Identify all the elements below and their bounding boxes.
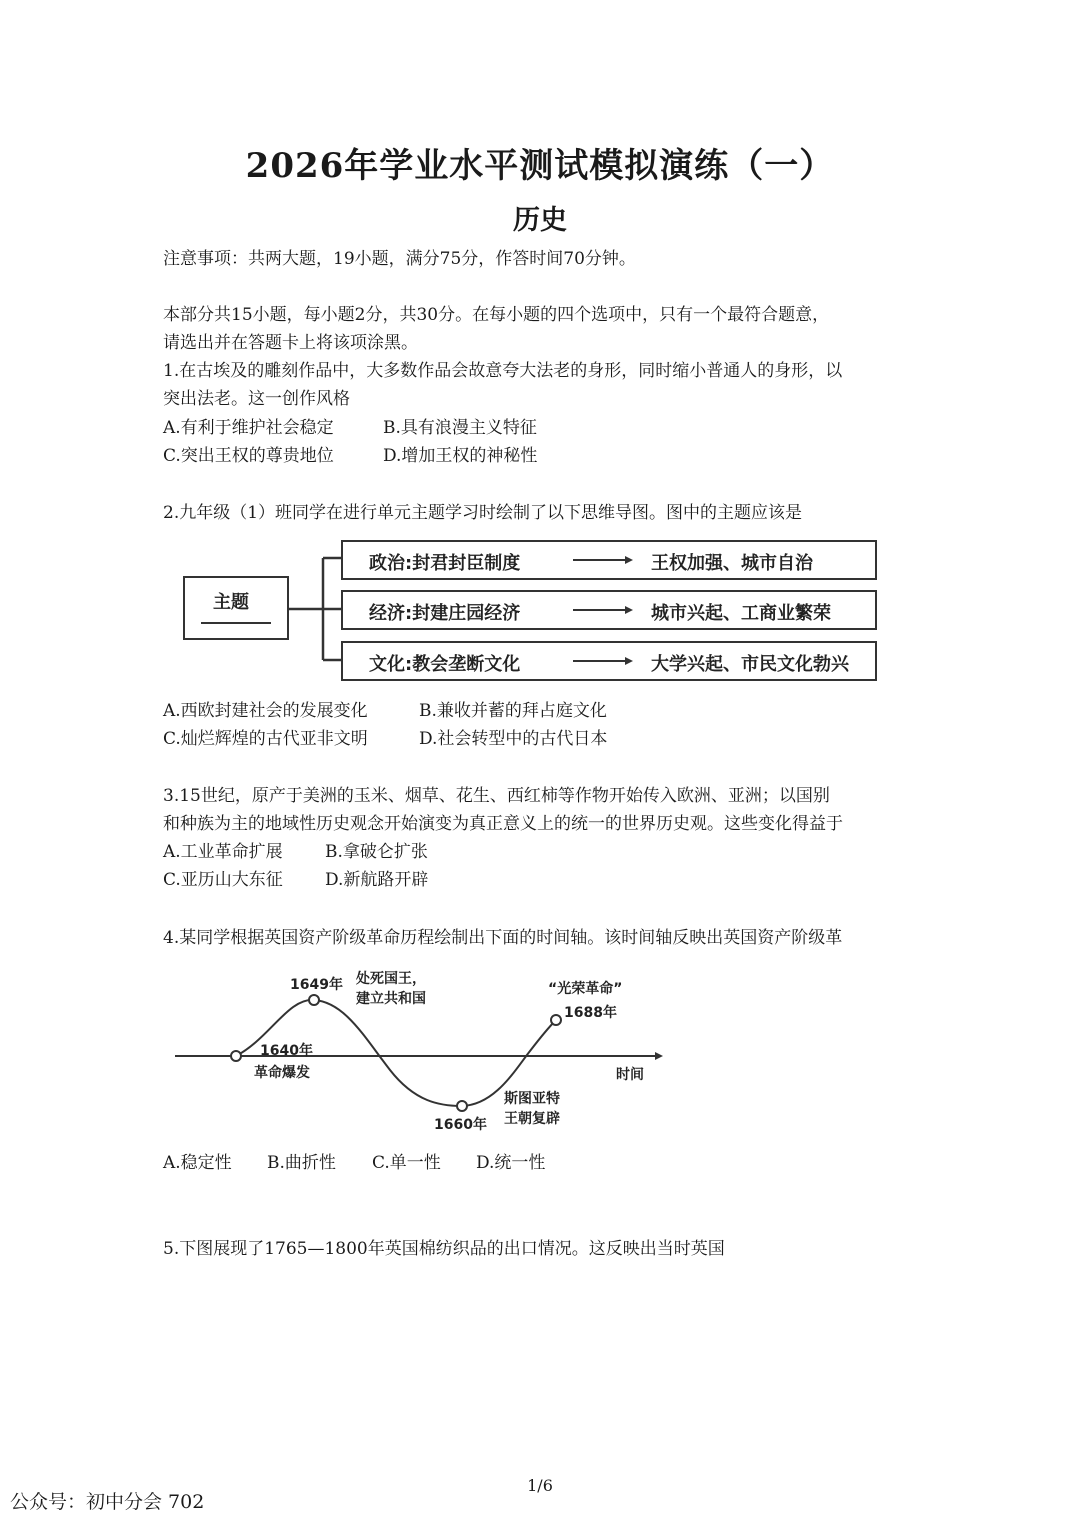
subject-title: 历史 <box>513 205 567 236</box>
q4-stem: 4.某同学根据英国资产阶级革命历程绘制出下面的时间轴。该时间轴反映出英国资产阶级革 <box>163 928 843 948</box>
label-1688-event: “光荣革命” <box>548 981 623 997</box>
label-1688-year: 1688年 <box>564 1005 617 1021</box>
page-number: 1/6 <box>527 1476 553 1495</box>
q1-stem-line2: 突出法老。这一创作风格 <box>163 389 350 409</box>
label-1649-year: 1649年 <box>290 977 343 993</box>
q3-option-c[interactable]: C.亚历山大东征 <box>163 870 283 890</box>
q4-option-d[interactable]: D.统一性 <box>476 1153 546 1173</box>
culture-row-box <box>341 641 877 681</box>
q5-stem: 5.下图展现了1765—1800年英国棉纺织品的出口情况。这反映出当时英国 <box>163 1239 725 1259</box>
q3-stem-line2: 和种族为主的地域性历史观念开始演变为真正意义上的统一的世界历史观。这些变化得益于 <box>163 814 843 834</box>
label-1660-year: 1660年 <box>434 1117 487 1133</box>
label-1640-year: 1640年 <box>260 1043 313 1059</box>
label-1660-event2: 王朝复辟 <box>504 1111 560 1127</box>
section-instructions-line2: 请选出并在答题卡上将该项涂黑。 <box>163 333 418 353</box>
point-1688 <box>551 1015 561 1025</box>
topic-label: 主题 <box>213 592 249 613</box>
q1-option-c[interactable]: C.突出王权的尊贵地位 <box>163 446 334 466</box>
culture-effect: 大学兴起、市民文化勃兴 <box>651 654 849 675</box>
q1-stem-line1: 1.在古埃及的雕刻作品中，大多数作品会故意夸大法老的身形，同时缩小普通人的身形，以 <box>163 361 843 381</box>
section-instructions-line1: 本部分共15小题，每小题2分，共30分。在每小题的四个选项中，只有一个最符合题意， <box>163 305 830 325</box>
q3-options-row2 <box>163 866 963 894</box>
q4-option-a[interactable]: A.稳定性 <box>163 1153 232 1173</box>
q4-option-b[interactable]: B.曲折性 <box>267 1153 336 1173</box>
topic-blank-line <box>201 622 271 624</box>
q3-options-row1 <box>163 838 963 866</box>
q3-option-d[interactable]: D.新航路开辟 <box>325 870 429 890</box>
label-1640-event: 革命爆发 <box>254 1065 310 1081</box>
q1-options-row2 <box>163 442 963 470</box>
economy-cause: 经济:封建庄园经济 <box>369 603 521 624</box>
q1-option-a[interactable]: A.有利于维护社会稳定 <box>163 418 334 438</box>
q2-mind-map <box>163 532 883 692</box>
q2-option-a[interactable]: A.西欧封建社会的发展变化 <box>163 701 368 721</box>
economy-row-box <box>341 590 877 630</box>
axis-arrow <box>655 1052 663 1060</box>
q4-timeline <box>170 958 670 1138</box>
politics-effect: 王权加强、城市自治 <box>651 553 813 574</box>
q1-option-b[interactable]: B.具有浪漫主义特征 <box>383 418 537 438</box>
q1-options-row1 <box>163 414 963 442</box>
watermark: 公众号：初中分会 702 <box>10 1491 205 1513</box>
q2-options-row2 <box>163 725 963 753</box>
label-1649-event1: 处死国王， <box>356 971 426 987</box>
q2-option-c[interactable]: C.灿烂辉煌的古代亚非文明 <box>163 729 368 749</box>
politics-cause: 政治:封君封臣制度 <box>369 553 521 574</box>
q4-option-c[interactable]: C.单一性 <box>372 1153 441 1173</box>
exam-title: 2026年学业水平测试模拟演练（一） <box>245 146 835 186</box>
topic-box <box>183 576 289 640</box>
point-1640 <box>231 1051 241 1061</box>
economy-effect: 城市兴起、工商业繁荣 <box>651 603 831 624</box>
q2-option-d[interactable]: D.社会转型中的古代日本 <box>419 729 608 749</box>
q2-options-row1 <box>163 697 963 725</box>
q2-option-b[interactable]: B.兼收并蓄的拜占庭文化 <box>419 701 607 721</box>
culture-cause: 文化:教会垄断文化 <box>369 654 521 675</box>
q4-options-row <box>163 1149 963 1177</box>
q3-stem-line1: 3.15世纪，原产于美洲的玉米、烟草、花生、西红柿等作物开始传入欧洲、亚洲；以国别 <box>163 786 830 806</box>
point-1660 <box>457 1101 467 1111</box>
q1-option-d[interactable]: D.增加王权的神秘性 <box>383 446 538 466</box>
q2-stem: 2.九年级（1）班同学在进行单元主题学习时绘制了以下思维导图。图中的主题应该是 <box>163 503 803 523</box>
label-1649-event2: 建立共和国 <box>356 991 426 1007</box>
q3-option-b[interactable]: B.拿破仑扩张 <box>325 842 428 862</box>
q3-option-a[interactable]: A.工业革命扩展 <box>163 842 283 862</box>
label-1660-event1: 斯图亚特 <box>504 1091 560 1107</box>
exam-notice: 注意事项：共两大题，19小题，满分75分，作答时间70分钟。 <box>163 249 636 269</box>
point-1649 <box>309 995 319 1005</box>
axis-label-time: 时间 <box>616 1067 644 1083</box>
politics-row-box <box>341 540 877 580</box>
